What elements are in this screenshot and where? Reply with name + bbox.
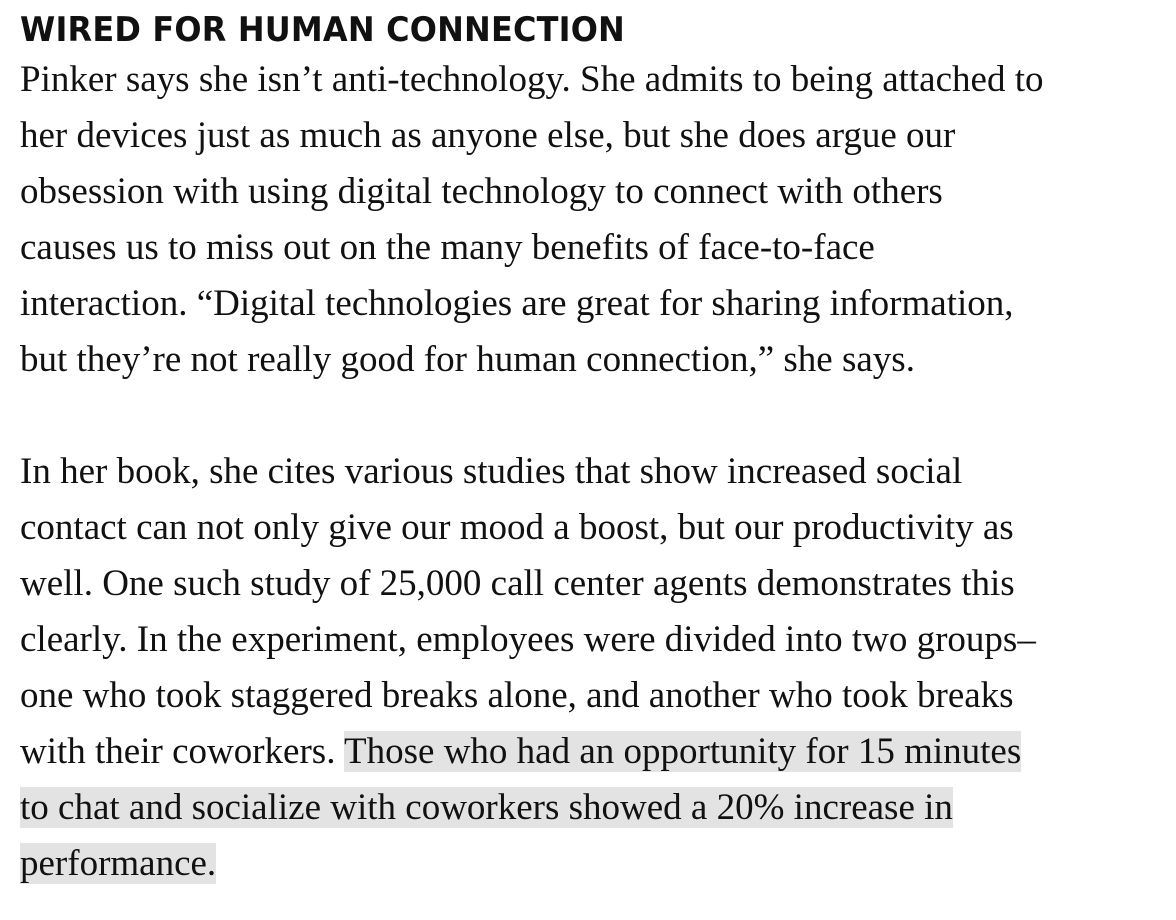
paragraph-1-line: but they’re not really good for human connection,” she says. [20, 339, 915, 380]
plain-text: with their coworkers. [20, 731, 345, 772]
paragraph-2-line-mixed [20, 724, 1170, 780]
paragraph-2-line-highlight [20, 836, 1170, 892]
paragraph-2-line: clearly. In the experiment, employees were divided into two groups– [20, 619, 1036, 660]
paragraph-2-line-highlight [20, 780, 1170, 836]
paragraph-2-line: one who took staggered breaks alone, and another who took breaks [20, 675, 1014, 716]
paragraph-spacer [20, 388, 1170, 444]
paragraph-2-line: In her book, she cites various studies that show increased social [20, 451, 963, 492]
highlighted-quote-middle[interactable]: to chat and socialize with coworkers showed a 20% increase in [20, 787, 953, 828]
highlighted-quote-start[interactable]: Those who had an opportunity for 15 minutes [344, 731, 1022, 772]
article [20, 8, 1170, 892]
paragraph-2-line: contact can not only give our mood a boost, but our productivity as [20, 507, 1014, 548]
paragraph-2-line: well. One such study of 25,000 call center agents demonstrates this [20, 563, 1015, 604]
paragraph-1-line: obsession with using digital technology to connect with others [20, 171, 943, 212]
paragraph-1-line: causes us to miss out on the many benefits of face-to-face [20, 227, 875, 268]
highlighted-quote-end[interactable]: performance. [20, 843, 217, 884]
paragraph-1 [20, 52, 1170, 388]
paragraph-1-line: her devices just as much as anyone else, but she does argue our [20, 115, 956, 156]
paragraph-1-line: Pinker says she isn’t anti-technology. She admits to being attached to [20, 59, 1044, 100]
paragraph-2 [20, 444, 1170, 892]
paragraph-1-line: interaction. “Digital technologies are great for sharing information, [20, 283, 1014, 324]
section-heading: WIRED FOR HUMAN CONNECTION [20, 10, 626, 50]
